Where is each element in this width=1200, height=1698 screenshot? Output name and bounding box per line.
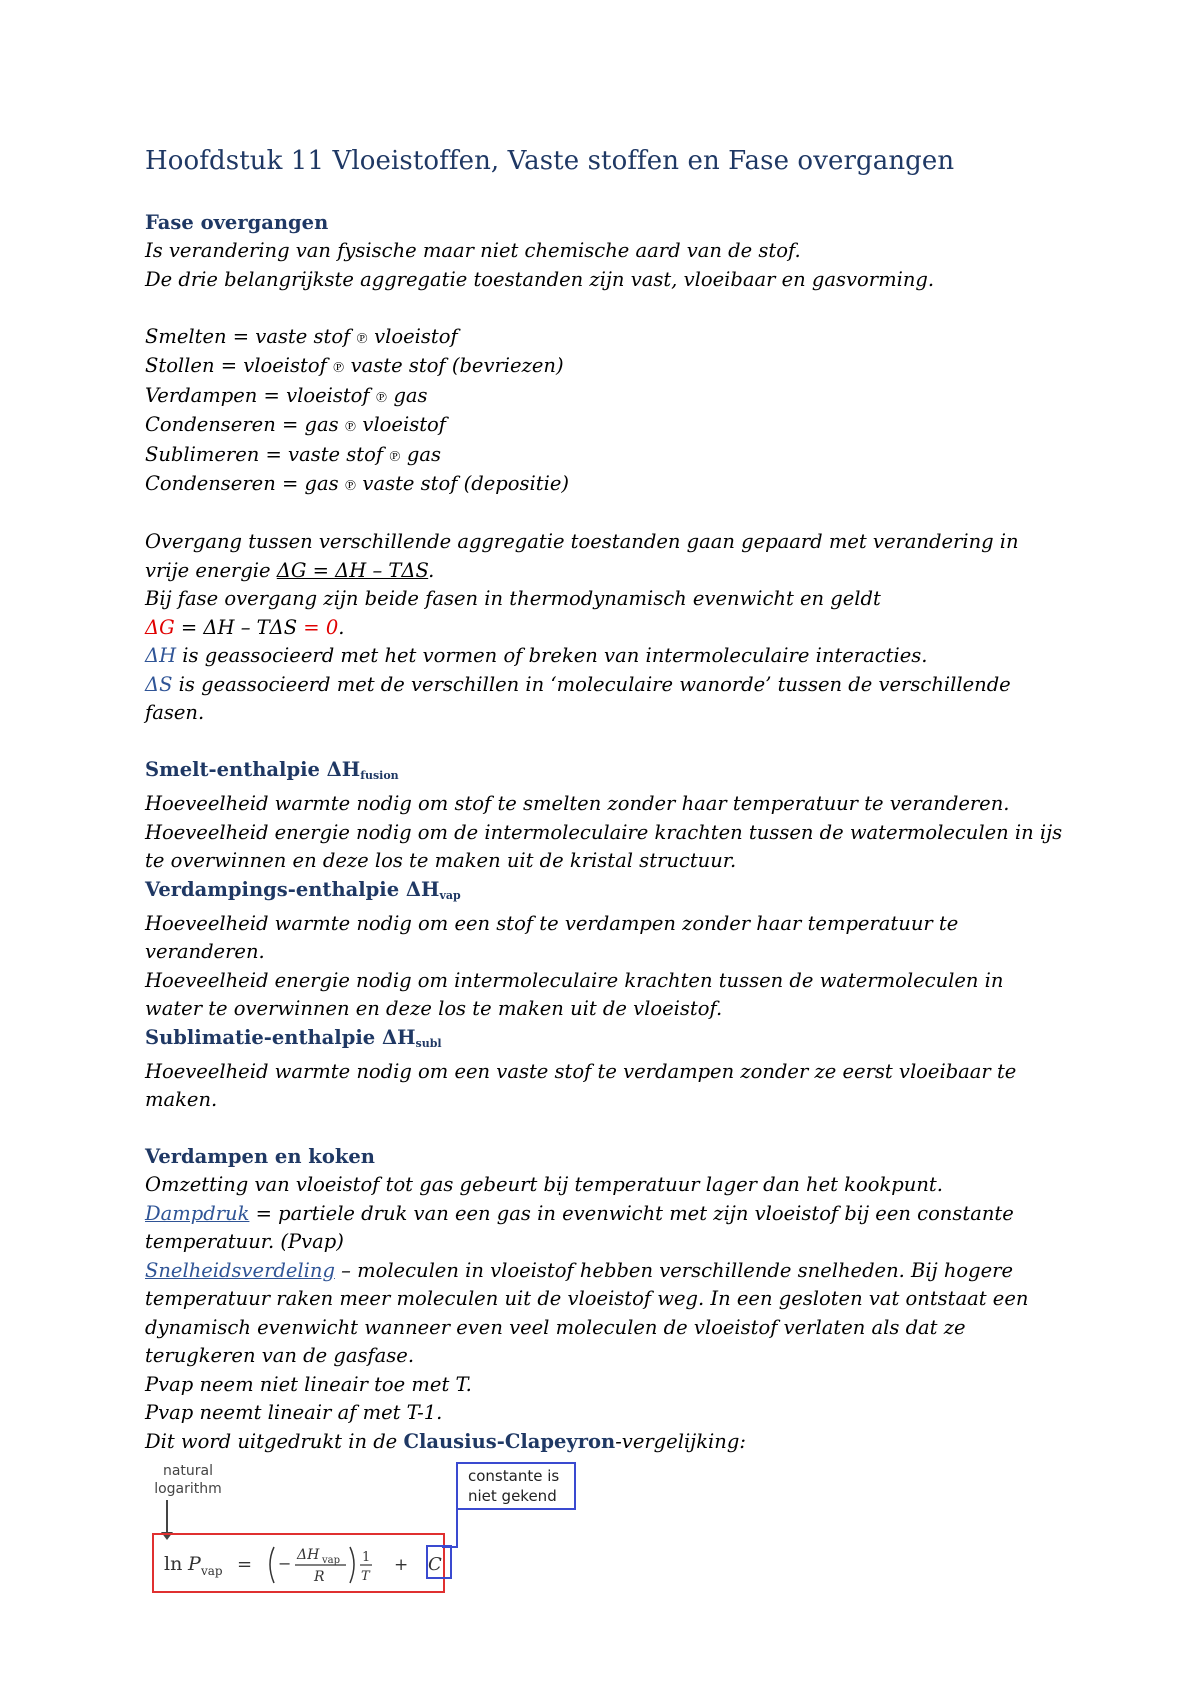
right-paren xyxy=(350,1547,354,1583)
left-paren xyxy=(270,1547,274,1583)
paragraph: Is verandering van fysische maar niet chemische aard van de stof. xyxy=(145,239,801,262)
paragraph: De drie belangrijkste aggregatie toestanden zijn vast, vloeibaar en gasvorming. xyxy=(145,267,935,291)
eq-plus: + xyxy=(394,1555,409,1575)
down-arrow-icon xyxy=(166,1500,168,1536)
eq-t: T xyxy=(361,1569,370,1584)
transition-line: Condenseren = gas ℗ vloeistof xyxy=(145,413,447,436)
arrow-icon: ℗ xyxy=(356,328,368,347)
link-snelheidsverdeling[interactable]: Snelheidsverdeling xyxy=(145,1258,335,1282)
link-dampdruk[interactable]: Dampdruk xyxy=(145,1201,250,1225)
eq-ln: ln xyxy=(164,1553,183,1575)
document-body xyxy=(145,143,1065,1456)
paragraph: Pvap neem niet lineair toe met T. xyxy=(145,1372,472,1396)
paragraph: Hoeveelheid energie nodig om intermoleculaire krachten tussen de watermoleculen in water te overwinnen en deze los te maken uit de vloeistof. xyxy=(145,968,1004,1020)
eq-numerator-sub: vap xyxy=(322,1555,341,1566)
paragraph: Dampdruk = partiele druk van een gas in evenwicht met zijn vloeistof bij een constante temperatuur. (Pvap) xyxy=(145,1201,1014,1253)
paragraph: Hoeveelheid warmte nodig om een stof te verdampen zonder haar temperatuur te veranderen. xyxy=(145,911,959,963)
section-heading-sublimatie-enthalpie: Sublimatie-enthalpie $\Delta H_{subl}$ xyxy=(145,1025,442,1050)
paragraph: ΔH is geassocieerd met het vormen of breken van intermoleculaire interacties. xyxy=(145,644,928,667)
constant-highlight-box xyxy=(426,1545,452,1579)
equation xyxy=(162,1543,442,1585)
equation-box xyxy=(152,1533,445,1593)
section-heading-verdampings-enthalpie: Verdampings-enthalpie $\Delta H_{vap}$ xyxy=(145,877,461,902)
transition-line: Condenseren = gas ℗ vaste stof (depositie) xyxy=(145,472,569,495)
transition-line: Verdampen = vloeistof ℗ gas xyxy=(145,383,428,407)
paragraph: Pvap neemt lineair af met T-1. xyxy=(145,1401,443,1424)
transition-line: Stollen = vloeistof ℗ vaste stof (bevriezen) xyxy=(145,354,564,377)
paragraph: Dit word uitgedrukt in de Clausius-Clapeyron-vergelijking: xyxy=(145,1429,746,1453)
page-title: Hoofdstuk 11 Vloeistoffen, Vaste stoffen en Fase overgangen xyxy=(145,146,955,176)
eq-constant: C xyxy=(428,1554,442,1575)
eq-numerator: ΔH xyxy=(297,1547,320,1563)
eq-p: P xyxy=(188,1553,201,1575)
eq-denominator: R xyxy=(314,1569,325,1585)
note-connector-line xyxy=(456,1508,458,1548)
arrow-icon: ℗ xyxy=(344,476,357,494)
eq-one: 1 xyxy=(362,1550,371,1565)
paragraph: Snelheidsverdeling – moleculen in vloeistof hebben verschillende snelheden. Bij hogere temperatuur raken meer moleculen uit de vloeistof weg. In een gesloten vat ontstaat een dynamisch evenwicht wanneer even veel moleculen de vloeistof verlaten als dat ze terugkeren van de gasfase. xyxy=(145,1258,1029,1367)
eq-p-sub: vap xyxy=(201,1564,223,1578)
section-heading-fase-overgangen: Fase overgangen xyxy=(145,211,329,234)
arrow-icon: ℗ xyxy=(389,446,401,465)
formula-line: ΔG = ΔH – TΔS = 0. xyxy=(145,615,345,639)
constant-note: constante is niet gekend xyxy=(456,1462,576,1510)
transition-line: Sublimeren = vaste stof ℗ gas xyxy=(145,442,442,466)
note-connector-line xyxy=(442,1546,458,1548)
arrow-icon: ℗ xyxy=(344,417,357,435)
section-heading-verdampen-en-koken: Verdampen en koken xyxy=(145,1145,375,1168)
arrow-icon: ℗ xyxy=(375,387,388,406)
arrow-icon: ℗ xyxy=(333,358,345,376)
paragraph: Hoeveelheid energie nodig om de intermoleculaire krachten tussen de watermoleculen in ijs te overwinnen en deze los te maken uit de kristal structuur. xyxy=(145,820,1063,872)
paragraph: ΔS is geassocieerd met de verschillen in ‘moleculaire wanorde’ tussen de verschillende fasen. xyxy=(145,672,1011,724)
eq-equals: = xyxy=(237,1554,253,1575)
paragraph: Hoeveelheid warmte nodig om stof te smelten zonder haar temperatuur te veranderen. xyxy=(145,792,1010,815)
formula-underlined: ΔG = ΔH – TΔS xyxy=(276,558,429,582)
paragraph: Hoeveelheid warmte nodig om een vaste stof te verdampen zonder ze eerst vloeibaar te maken. xyxy=(145,1059,1017,1111)
paragraph: Overgang tussen verschillende aggregatie toestanden gaan gepaard met verandering in vrije energie ΔG = ΔH – TΔS. xyxy=(145,530,1019,582)
paragraph: Bij fase overgang zijn beide fasen in thermodynamisch evenwicht en geldt xyxy=(145,587,881,610)
transition-line: Smelten = vaste stof ℗ vloeistof xyxy=(145,324,458,348)
natural-logarithm-label: natural logarithm xyxy=(154,1463,222,1497)
clausius-clapeyron-figure xyxy=(138,1462,588,1612)
paragraph: Omzetting van vloeistof tot gas gebeurt bij temperatuur lager dan het kookpunt. xyxy=(145,1173,943,1196)
eq-minus: − xyxy=(278,1554,292,1573)
section-heading-smelt-enthalpie: Smelt-enthalpie $\Delta H_{fusion}$ xyxy=(145,758,399,782)
